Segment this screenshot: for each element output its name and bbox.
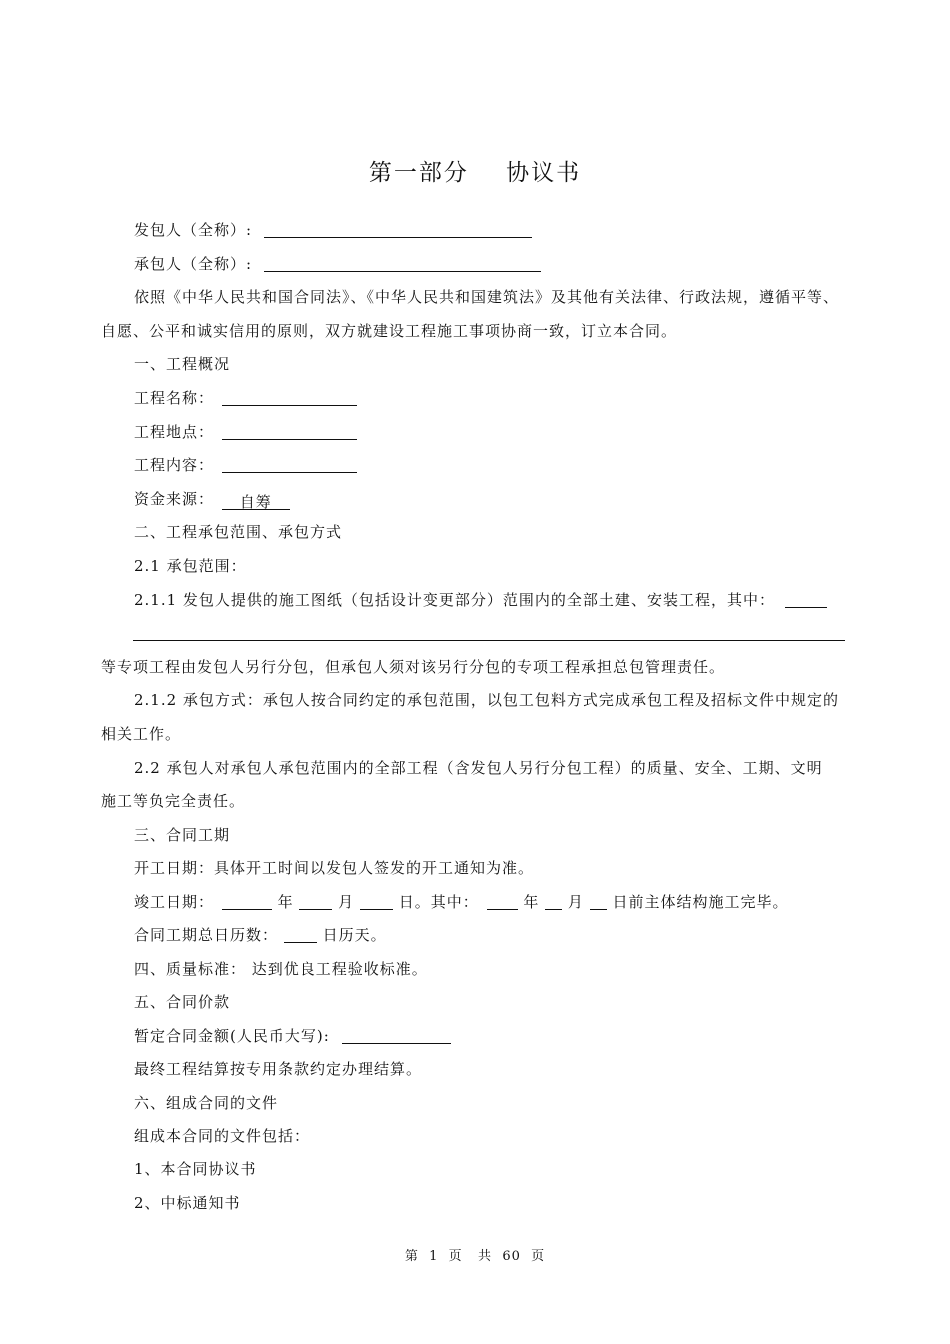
clause-2-1: 2.1 承包范围： — [134, 557, 247, 575]
month-label-2: 月 — [567, 893, 584, 911]
section-1-heading: 一、工程概况 — [134, 355, 231, 373]
contract-amount-label: 暂定合同金额(人民币大写): — [134, 1027, 330, 1045]
contract-amount-line — [134, 1026, 451, 1046]
section-6-heading: 六、组成合同的文件 — [134, 1094, 279, 1112]
clause-2-1-1-text: 2.1.1 发包人提供的施工图纸（包括设计变更部分）范围内的全部土建、安装工程，其中： — [134, 591, 775, 609]
completion-day-blank[interactable] — [360, 892, 393, 910]
total-days-label: 合同工期总日历数： — [134, 926, 279, 944]
project-name-label: 工程名称： — [134, 389, 215, 407]
total-days-blank[interactable] — [284, 925, 317, 943]
completion-date-label: 竣工日期： — [134, 893, 215, 911]
structure-day-blank[interactable] — [590, 892, 607, 910]
special-works-blank-line[interactable] — [133, 640, 845, 641]
project-name-line — [134, 388, 357, 408]
contractor-line — [134, 254, 541, 274]
section-2-heading: 二、工程承包范围、承包方式 — [134, 523, 343, 541]
total-days-tail: 日历天。 — [322, 926, 387, 944]
total-days-line — [134, 925, 387, 945]
clause-2-1-2-line-1: 2.1.2 承包方式：承包人按合同约定的承包范围，以包工包料方式完成承包工程及招标文件中规定的 — [134, 691, 839, 709]
structure-month-blank[interactable] — [545, 892, 562, 910]
fund-source-line — [134, 489, 290, 510]
employer-blank[interactable] — [264, 220, 532, 238]
employer-line — [134, 220, 532, 240]
project-content-label: 工程内容： — [134, 456, 215, 474]
project-site-line — [134, 422, 357, 442]
clause-2-2-line-2: 施工等负完全责任。 — [101, 792, 246, 810]
completion-date-line — [134, 892, 788, 912]
contractor-label: 承包人（全称）: — [134, 255, 253, 273]
intro-line-1: 依照《中华人民共和国合同法》、《中华人民共和国建筑法》及其他有关法律、行政法规，遵循平等、 — [134, 288, 840, 306]
project-content-blank[interactable] — [222, 455, 357, 473]
special-works-blank[interactable] — [785, 590, 827, 608]
project-content-line — [134, 455, 357, 475]
settlement-line: 最终工程结算按专用条款约定办理结算。 — [134, 1060, 423, 1078]
month-label: 月 — [338, 893, 355, 911]
page-footer: 第 1 页 共 60 页 — [404, 1249, 546, 1264]
project-site-label: 工程地点： — [134, 423, 215, 441]
structure-year-blank[interactable] — [487, 892, 518, 910]
fund-source-label: 资金来源： — [134, 490, 215, 508]
page-title: 第一部分 协议书 — [368, 160, 582, 186]
project-name-blank[interactable] — [222, 388, 357, 406]
intro-line-2: 自愿、公平和诚实信用的原则，双方就建设工程施工事项协商一致，订立本合同。 — [101, 322, 678, 340]
section-4-quality: 四、质量标准： 达到优良工程验收标准。 — [134, 960, 428, 978]
completion-year-blank[interactable] — [222, 892, 272, 910]
fund-source-value: 自筹 — [222, 492, 290, 510]
year-label-2: 年 — [523, 893, 540, 911]
employer-label: 发包人（全称）: — [134, 221, 253, 239]
clause-2-1-1 — [134, 590, 827, 610]
contract-amount-blank[interactable] — [342, 1026, 451, 1044]
section-5-heading: 五、合同价款 — [134, 993, 231, 1011]
day-mid-label: 日。其中： — [398, 893, 479, 911]
section-3-heading: 三、合同工期 — [134, 826, 231, 844]
clause-2-2-line-1: 2.2 承包人对承包人承包范围内的全部工程（含发包人另行分包工程）的质量、安全、工期、文明 — [134, 759, 823, 777]
document-item-1: 1、本合同协议书 — [134, 1160, 257, 1178]
clause-2-1-2-line-2: 相关工作。 — [101, 725, 182, 743]
clause-2-1-1-continued: 等专项工程由发包人另行分包，但承包人须对该另行分包的专项工程承担总包管理责任。 — [101, 658, 726, 676]
year-label: 年 — [277, 893, 294, 911]
contractor-blank[interactable] — [264, 254, 541, 272]
project-site-blank[interactable] — [222, 422, 357, 440]
documents-intro: 组成本合同的文件包括： — [134, 1127, 311, 1145]
start-date-line: 开工日期：具体开工时间以发包人签发的开工通知为准。 — [134, 859, 535, 877]
structure-complete-text: 日前主体结构施工完毕。 — [612, 893, 789, 911]
completion-month-blank[interactable] — [299, 892, 332, 910]
document-item-2: 2、中标通知书 — [134, 1194, 241, 1212]
